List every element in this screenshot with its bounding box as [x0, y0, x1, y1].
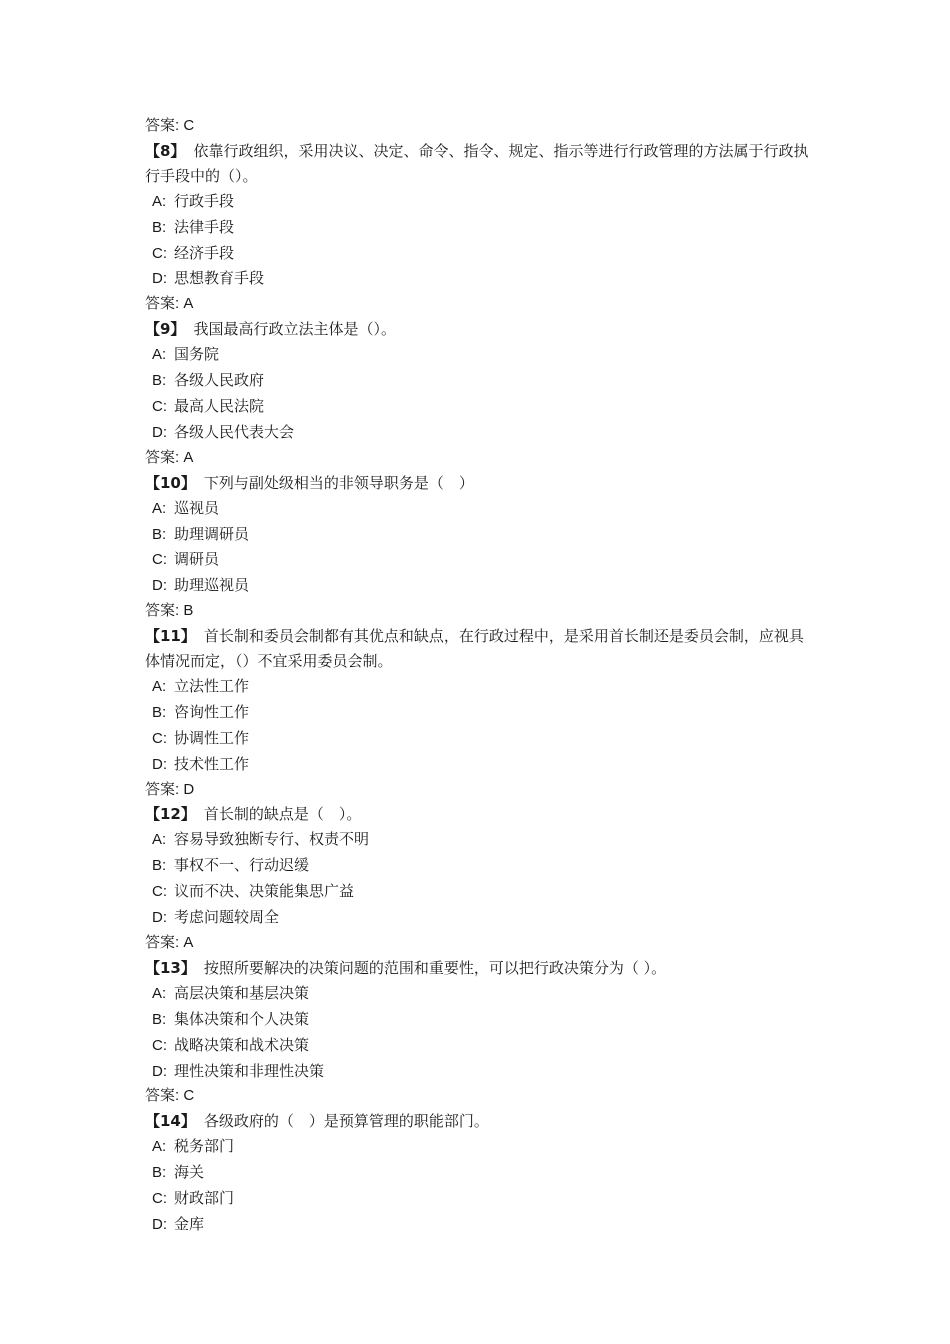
question-block — [145, 471, 815, 624]
option-item — [145, 420, 815, 446]
option-text: 海关 — [174, 1163, 205, 1182]
option-letter: A: — [152, 677, 167, 695]
option-text: 最高人民法院 — [174, 396, 265, 415]
question-block — [145, 139, 815, 317]
option-item — [145, 1059, 815, 1085]
option-text: 高层决策和基层决策 — [174, 983, 310, 1002]
option-item — [145, 1160, 815, 1186]
question-number: 【11】 — [145, 627, 196, 646]
question-text: 首长制的缺点是（ ）。 — [203, 805, 362, 824]
question-block — [145, 317, 815, 470]
option-letter: D: — [152, 577, 167, 595]
option-text: 思想教育手段 — [174, 269, 265, 288]
option-text: 理性决策和非理性决策 — [174, 1061, 325, 1080]
option-letter: D: — [152, 1062, 167, 1080]
option-item — [145, 266, 815, 292]
option-letter: C: — [152, 244, 167, 262]
question-text: 各级政府的（ ）是预算管理的职能部门。 — [203, 1112, 489, 1131]
option-item — [145, 700, 815, 726]
option-item — [145, 827, 815, 853]
option-letter: A: — [152, 499, 167, 517]
option-text: 战略决策和战术决策 — [174, 1035, 310, 1054]
option-item — [145, 241, 815, 267]
question-list — [145, 139, 815, 1238]
option-text: 议而不决、决策能集思广益 — [174, 882, 355, 901]
question-text: 首长制和委员会制都有其优点和缺点，在行政过程中，是采用首长制还是委员会制，应视具体情况而定，（）不宜采用委员会制。 — [145, 627, 804, 671]
option-letter: D: — [152, 270, 167, 288]
option-item — [145, 1033, 815, 1059]
option-item — [145, 853, 815, 879]
question-stem — [145, 139, 815, 189]
option-letter: C: — [152, 883, 167, 901]
option-letter: B: — [152, 525, 167, 543]
option-item — [145, 342, 815, 368]
option-item — [145, 1007, 815, 1033]
option-text: 考虑问题较周全 — [174, 908, 280, 927]
option-item — [145, 1134, 815, 1160]
option-text: 国务院 — [174, 345, 220, 364]
option-letter: A: — [152, 984, 167, 1002]
question-text: 按照所要解决的决策问题的范围和重要性，可以把行政决策分为（ ）。 — [203, 958, 667, 977]
question-number: 【14】 — [145, 1112, 196, 1131]
question-text: 下列与副处级相当的非领导职务是（ ） — [203, 473, 474, 492]
option-text: 金库 — [174, 1214, 205, 1233]
option-letter: B: — [152, 1010, 167, 1028]
option-letter: B: — [152, 218, 167, 236]
option-text: 税务部门 — [174, 1137, 235, 1156]
option-text: 行政手段 — [174, 191, 235, 210]
option-text: 各级人民政府 — [174, 371, 265, 390]
option-letter: A: — [152, 831, 167, 849]
option-letter: B: — [152, 703, 167, 721]
option-item — [145, 215, 815, 241]
option-item — [145, 1186, 815, 1212]
option-letter: B: — [152, 372, 167, 390]
answer-line: 答案: B — [145, 602, 194, 620]
option-letter: D: — [152, 1215, 167, 1233]
answer-line: 答案: D — [145, 780, 195, 798]
question-text: 依靠行政组织，采用决议、决定、命令、指令、规定、指示等进行行政管理的方法属于行政执行手段中的（）。 — [145, 141, 809, 185]
option-item — [145, 573, 815, 599]
question-text: 我国最高行政立法主体是（）。 — [193, 320, 396, 339]
question-stem — [145, 956, 815, 981]
option-text: 助理调研员 — [174, 524, 250, 543]
option-item — [145, 522, 815, 548]
option-letter: C: — [152, 1036, 167, 1054]
option-item — [145, 879, 815, 905]
option-letter: D: — [152, 755, 167, 773]
question-number: 【13】 — [145, 958, 196, 977]
option-item — [145, 189, 815, 215]
answer-line: 答案: A — [145, 934, 194, 951]
question-block — [145, 624, 815, 802]
question-stem — [145, 471, 815, 496]
option-text: 调研员 — [174, 550, 220, 569]
option-item — [145, 752, 815, 778]
option-letter: A: — [152, 192, 167, 210]
option-item — [145, 547, 815, 573]
option-letter: B: — [152, 857, 167, 875]
question-number: 【10】 — [145, 473, 196, 492]
option-letter: C: — [152, 729, 167, 747]
option-letter: C: — [152, 397, 167, 415]
option-letter: C: — [152, 551, 167, 569]
question-block — [145, 1109, 815, 1238]
question-stem — [145, 1109, 815, 1134]
option-item — [145, 394, 815, 420]
option-text: 经济手段 — [174, 243, 235, 262]
option-text: 巡视员 — [174, 498, 220, 517]
option-text: 立法性工作 — [174, 676, 250, 695]
document-page — [145, 114, 815, 1238]
option-text: 助理巡视员 — [174, 576, 250, 595]
option-text: 集体决策和个人决策 — [174, 1009, 310, 1028]
option-item — [145, 496, 815, 522]
question-number: 【9】 — [145, 320, 186, 339]
option-letter: D: — [152, 423, 167, 441]
option-item — [145, 981, 815, 1007]
option-text: 各级人民代表大会 — [174, 422, 295, 441]
option-letter: A: — [152, 346, 167, 364]
question-stem — [145, 802, 815, 827]
question-stem — [145, 624, 815, 674]
option-item — [145, 905, 815, 931]
question-number: 【12】 — [145, 805, 196, 824]
option-text: 事权不一、行动迟缓 — [174, 856, 310, 875]
option-text: 技术性工作 — [174, 754, 250, 773]
answer-line: 答案: A — [145, 295, 194, 313]
option-text: 法律手段 — [174, 217, 235, 236]
option-item — [145, 1212, 815, 1238]
option-letter: C: — [152, 1190, 167, 1208]
option-letter: B: — [152, 1164, 167, 1182]
question-block — [145, 802, 815, 955]
option-text: 财政部门 — [174, 1189, 235, 1208]
option-item — [145, 726, 815, 752]
option-text: 容易导致独断专行、权责不明 — [174, 830, 370, 849]
question-block — [145, 956, 815, 1109]
option-text: 协调性工作 — [174, 728, 250, 747]
option-item — [145, 674, 815, 700]
answer-line: 答案: C — [145, 117, 195, 134]
option-item — [145, 368, 815, 394]
option-letter: A: — [152, 1138, 167, 1156]
option-text: 咨询性工作 — [174, 702, 250, 721]
option-letter: D: — [152, 909, 167, 927]
answer-line: 答案: C — [145, 1087, 195, 1105]
question-stem — [145, 317, 815, 342]
question-number: 【8】 — [145, 141, 186, 160]
answer-line: 答案: A — [145, 448, 194, 466]
